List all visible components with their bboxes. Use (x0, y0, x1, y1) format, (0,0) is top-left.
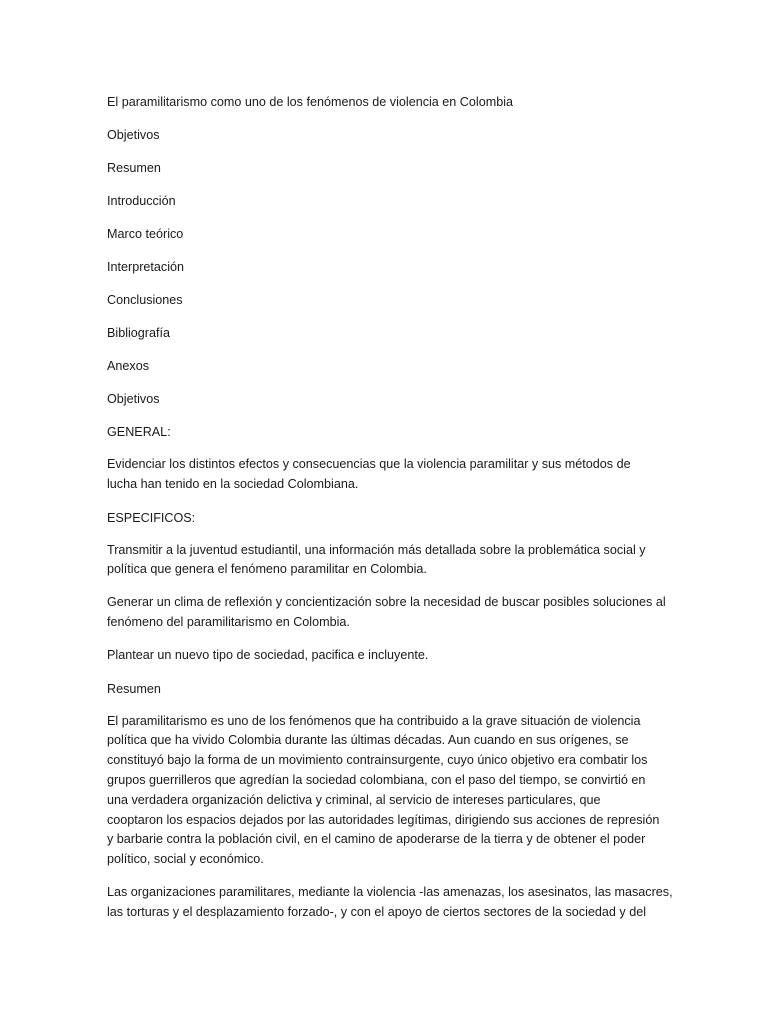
resumen-paragraph-2 (107, 883, 673, 923)
text-line: fenómeno del paramilitarismo en Colombia. (107, 614, 350, 629)
text-line: cooptaron los espacios dejados por las autoridades legítimas, dirigiendo sus acciones de represión (107, 812, 660, 827)
text-line: grupos guerrilleros que agredían la sociedad colombiana, con el paso del tiempo, se convirtió en (107, 772, 646, 787)
text-line: lucha han tenido en la sociedad Colombiana. (107, 476, 359, 491)
resumen-heading: Resumen (107, 681, 161, 696)
text-line: Las organizaciones paramilitares, mediante la violencia -las amenazas, los asesinatos, las masacres, (107, 884, 673, 899)
toc-item-introduccion: Introducción (107, 194, 176, 208)
specific-objective-2 (107, 593, 668, 633)
table-of-contents (107, 125, 668, 376)
general-heading: GENERAL: (107, 425, 171, 439)
toc-item-objetivos: Objetivos (107, 128, 160, 142)
specific-objective-3 (107, 646, 668, 666)
general-objective-paragraph (107, 455, 668, 495)
text-line: El paramilitarismo es uno de los fenómenos que ha contribuido a la grave situación de violencia (107, 713, 641, 728)
text-line: Evidenciar los distintos efectos y consecuencias que la violencia paramilitar y sus métodos de (107, 457, 631, 471)
toc-item-conclusiones: Conclusiones (107, 293, 183, 307)
text-line: Plantear un nuevo tipo de sociedad, pacifica e incluyente. (107, 647, 429, 662)
text-line: política que genera el fenómeno paramilitar en Colombia. (107, 562, 427, 577)
text-line: las torturas y el desplazamiento forzado-, y con el apoyo de ciertos sectores de la sociedad y del (107, 904, 647, 919)
objetivos-heading: Objetivos (107, 392, 160, 406)
toc-item-bibliografia: Bibliografía (107, 326, 171, 340)
toc-item-resumen: Resumen (107, 161, 161, 175)
toc-item-interpretacion: Interpretación (107, 260, 185, 274)
text-line: Transmitir a la juventud estudiantil, una información más detallada sobre la problemática social y (107, 542, 646, 557)
text-line: política que ha vivido Colombia durante las últimas décadas. Aun cuando en sus orígenes, se (107, 733, 629, 748)
toc-item-marco-teorico: Marco teórico (107, 227, 184, 241)
text-line: constituyó bajo la forma de un movimiento contrainsurgente, cuyo único objetivo era combatir los (107, 753, 648, 768)
text-line: Generar un clima de reflexión y concientización sobre la necesidad de buscar posibles soluciones al (107, 595, 666, 610)
text-line: y barbarie contra la población civil, en el camino de apoderarse de la tierra y de obtener el poder (107, 832, 646, 847)
document-title: El paramilitarismo como uno de los fenómenos de violencia en Colombia (107, 95, 514, 109)
text-line: político, social y económico. (107, 852, 264, 867)
text-line: una verdadera organización delictiva y criminal, al servicio de intereses particulares, que (107, 792, 601, 807)
specific-objective-1 (107, 541, 668, 581)
especificos-heading: ESPECIFICOS: (107, 510, 196, 525)
resumen-paragraph-1 (107, 712, 668, 870)
toc-item-anexos: Anexos (107, 359, 150, 373)
